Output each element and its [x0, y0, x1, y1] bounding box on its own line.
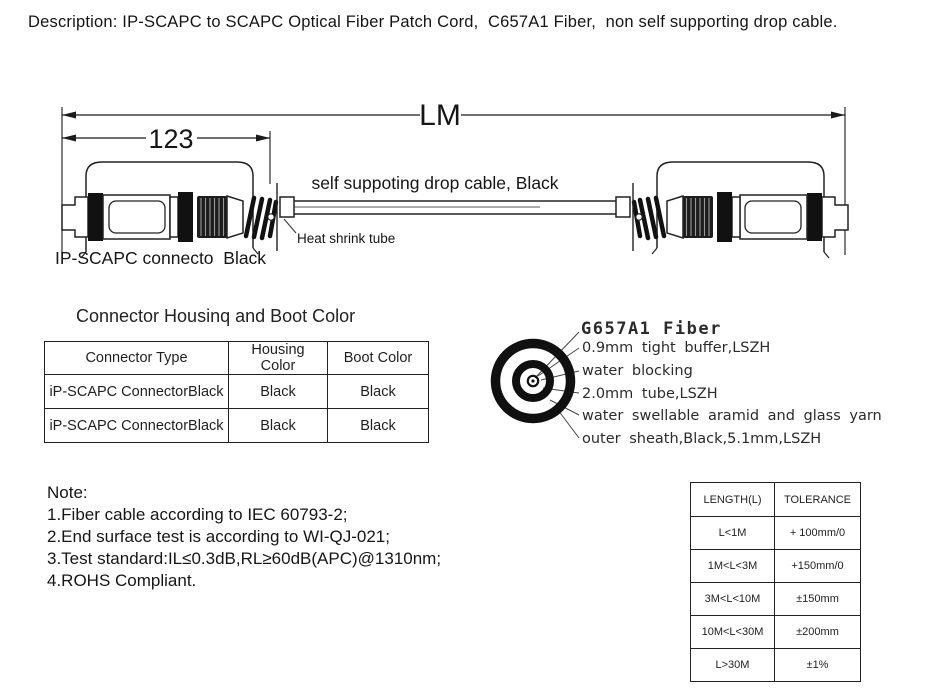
length-tolerance-table	[690, 482, 861, 682]
connector-table-title: Connector Housinq and Boot Color	[76, 306, 356, 326]
left-connector	[62, 162, 294, 258]
cell-length: 3M<L<10M	[691, 583, 775, 616]
aramid-yarn-label: water swellable aramid and glass yarn	[582, 408, 882, 424]
cell-tolerance: ±150mm	[775, 583, 861, 616]
cell-connector-type: iP-SCAPC ConnectorBlack	[45, 375, 229, 409]
note-item-3: 3.Test standard:IL≤0.3dB,RL≥60dB(APC)@1310nm;	[47, 549, 442, 568]
note-item-1: 1.Fiber cable according to IEC 60793-2;	[47, 505, 348, 524]
header-housing-color: Housing Color	[229, 342, 328, 375]
tube-label: 2.0mm tube,LSZH	[582, 386, 718, 402]
drop-cable	[294, 201, 616, 214]
water-blocking-label: water blocking	[582, 363, 693, 379]
connector-length-label: 123	[148, 124, 194, 154]
outer-sheath-label: outer sheath,Black,5.1mm,LSZH	[582, 431, 822, 447]
header-length: LENGTH(L)	[691, 483, 775, 517]
cell-boot-color: Black	[328, 409, 429, 443]
description-text: Description: IP-SCAPC to SCAPC Optical Fiber Patch Cord, C657A1 Fiber, non self supporting drop cable.	[28, 13, 838, 31]
table-row	[691, 583, 861, 616]
table-row	[691, 517, 861, 550]
table-row	[45, 409, 429, 443]
cell-boot-color: Black	[328, 375, 429, 409]
table-row	[691, 616, 861, 649]
table-header-row	[691, 483, 861, 517]
lm-dimension-label: LM	[419, 99, 461, 132]
cell-length: 10M<L<30M	[691, 616, 775, 649]
table-header-row	[45, 342, 429, 375]
cell-housing-color: Black	[229, 409, 328, 443]
fiber-type-label: G657A1 Fiber	[581, 319, 722, 339]
heat-shrink-label: Heat shrink tube	[297, 231, 396, 246]
fiber-cross-section-diagram	[480, 312, 926, 464]
cable-label: self suppoting drop cable, Black	[311, 173, 559, 193]
cell-tolerance: ±1%	[775, 649, 861, 682]
cell-tolerance: + 100mm/0	[775, 517, 861, 550]
header-boot-color: Boot Color	[328, 342, 429, 375]
cable-cross-section	[496, 344, 571, 419]
cell-length: L<1M	[691, 517, 775, 550]
cell-length: L>30M	[691, 649, 775, 682]
fiber-core-dot	[531, 379, 534, 382]
note-item-2: 2.End surface test is according to WI-QJ-021;	[47, 527, 390, 546]
table-row	[45, 375, 429, 409]
connector-color-table	[44, 341, 429, 443]
buffer-label: 0.9mm tight buffer,LSZH	[582, 340, 771, 356]
header-tolerance: TOLERANCE	[775, 483, 861, 517]
table-row	[691, 550, 861, 583]
notes-title: Note:	[47, 483, 88, 502]
note-item-4: 4.ROHS Compliant.	[47, 571, 197, 590]
cell-housing-color: Black	[229, 375, 328, 409]
cell-tolerance: +150mm/0	[775, 550, 861, 583]
patch-cord-drawing	[0, 80, 926, 288]
cell-connector-type: iP-SCAPC ConnectorBlack	[45, 409, 229, 443]
heat-shrink-leader-line	[284, 219, 296, 233]
right-connector	[616, 162, 848, 258]
table-row	[691, 649, 861, 682]
cell-length: 1M<L<3M	[691, 550, 775, 583]
cell-tolerance: ±200mm	[775, 616, 861, 649]
connector-name-label: IP-SCAPC connecto Black	[55, 248, 267, 268]
header-connector-type: Connector Type	[45, 342, 229, 375]
notes-section	[47, 482, 441, 592]
